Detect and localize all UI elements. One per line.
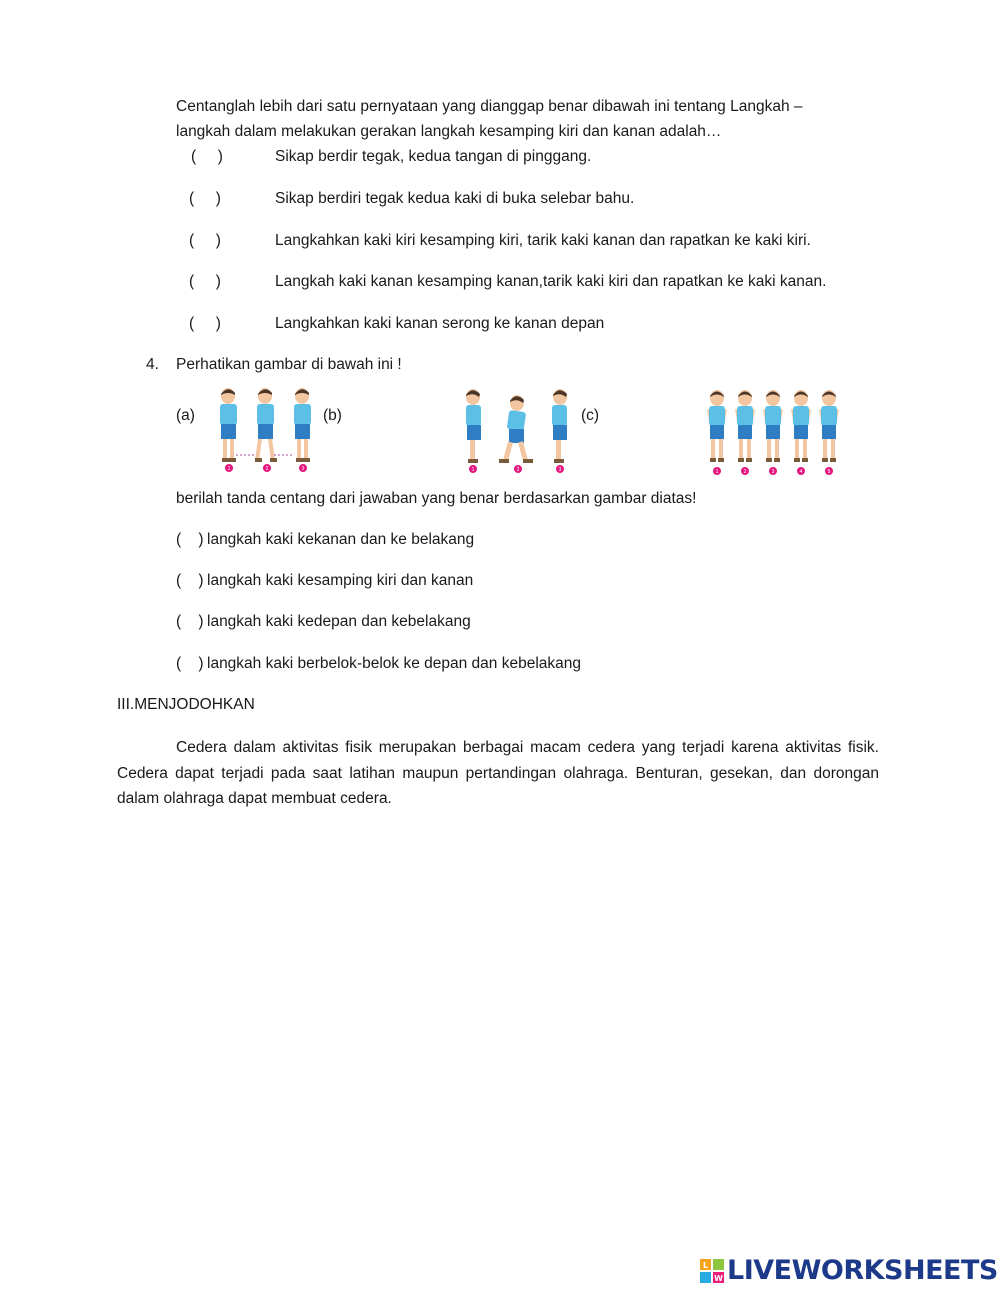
q3-checkbox-5[interactable]: ( ) (189, 315, 221, 332)
figure-a-side-step-illustration (210, 385, 320, 475)
figure-c-step-number: 1 (715, 469, 719, 475)
figure-b-person-2 (499, 395, 533, 463)
q3-intro-line-2: langkah dalam melakukan gerakan langkah kesamping kiri dan kanan adalah… (176, 123, 722, 140)
liveworksheets-watermark (700, 1254, 996, 1288)
figure-c-step-number: 4 (799, 469, 803, 475)
q3-checkbox-2[interactable]: ( ) (189, 190, 221, 207)
figure-a-person-3 (294, 388, 311, 462)
q3-option-5: Langkahkan kaki kanan serong ke kanan depan (275, 315, 605, 332)
figure-label-b: (b) (323, 407, 342, 424)
q3-option-3: Langkahkan kaki kiri kesamping kiri, tarik kaki kanan dan rapatkan ke kaki kiri. (275, 232, 811, 249)
figure-c-step-number: 5 (827, 469, 831, 475)
q3-checkbox-4[interactable]: ( ) (189, 273, 221, 290)
figure-c-step-number: 2 (743, 469, 747, 475)
figure-label-c: (c) (581, 407, 600, 424)
figure-label-a: (a) (176, 407, 195, 424)
q3-option-1: Sikap berdir tegak, kedua tangan di pinggang. (275, 148, 592, 165)
figure-c-step-number: 3 (771, 469, 775, 475)
svg-text:W: W (714, 1274, 723, 1283)
q4-option-3: langkah kaki kedepan dan kebelakang (207, 613, 471, 630)
q3-checkbox-1[interactable]: ( ) (191, 148, 223, 165)
q4-option-1: langkah kaki kekanan dan ke belakang (207, 531, 475, 548)
section-paragraph (117, 735, 879, 812)
q4-checkbox-4[interactable]: ( ) (176, 655, 204, 672)
q4-checkbox-3[interactable]: ( ) (176, 613, 204, 630)
figure-b-person-3 (552, 389, 567, 463)
figure-c-front-stance-illustration (703, 385, 848, 477)
q3-option-2: Sikap berdiri tegak kedua kaki di buka selebar bahu. (275, 190, 635, 207)
figure-c-person (735, 390, 755, 462)
q3-checkbox-3[interactable]: ( ) (189, 232, 221, 249)
q4-checkbox-2[interactable]: ( ) (176, 572, 204, 589)
q4-prompt: Perhatikan gambar di bawah ini ! (176, 356, 402, 373)
q4-instruction: berilah tanda centang dari jawaban yang benar berdasarkan gambar diatas! (176, 490, 697, 507)
figure-c-person (707, 390, 727, 462)
figure-c-person (819, 390, 839, 462)
q3-intro-line-1: Centanglah lebih dari satu pernyataan yang dianggap benar dibawah ini tentang Langkah – (176, 98, 803, 115)
section-heading: III.MENJODOHKAN (117, 696, 255, 713)
figure-c-person (763, 390, 783, 462)
liveworksheets-wordmark: LIVEWORKSHEETS (727, 1255, 998, 1286)
figure-b-step-number: 2 (516, 467, 520, 473)
figure-b-forward-step-illustration (455, 385, 575, 475)
q4-number: 4. (146, 356, 159, 373)
q3-option-4: Langkah kaki kanan kesamping kanan,tarik kaki kiri dan rapatkan ke kaki kanan. (275, 273, 827, 290)
liveworksheets-logo-icon (700, 1259, 724, 1283)
figure-a-step-number: 1 (227, 466, 231, 472)
figure-b-step-number: 3 (558, 467, 562, 473)
figure-b-person-1 (466, 389, 481, 463)
figure-b-step-number: 1 (471, 467, 475, 473)
q4-checkbox-1[interactable]: ( ) (176, 531, 204, 548)
q4-option-4: langkah kaki berbelok-belok ke depan dan kebelakang (207, 655, 581, 672)
svg-text:L: L (702, 1261, 709, 1270)
section-paragraph-text: Cedera dalam aktivitas fisik merupakan berbagai macam cedera yang terjadi karena aktivitas fisik. Cedera dapat terjadi pada saat latihan maupun pertandingan olahraga. Benturan, gesekan, dan dorongan dalam olahraga dapat membuat cedera. (117, 739, 879, 807)
figure-a-person-2 (255, 388, 277, 462)
q4-option-2: langkah kaki kesamping kiri dan kanan (207, 572, 474, 589)
figure-a-step-number: 2 (265, 466, 269, 472)
figure-a-step-number: 3 (301, 466, 305, 472)
figure-a-person-1 (220, 388, 237, 462)
figure-c-person (791, 390, 811, 462)
